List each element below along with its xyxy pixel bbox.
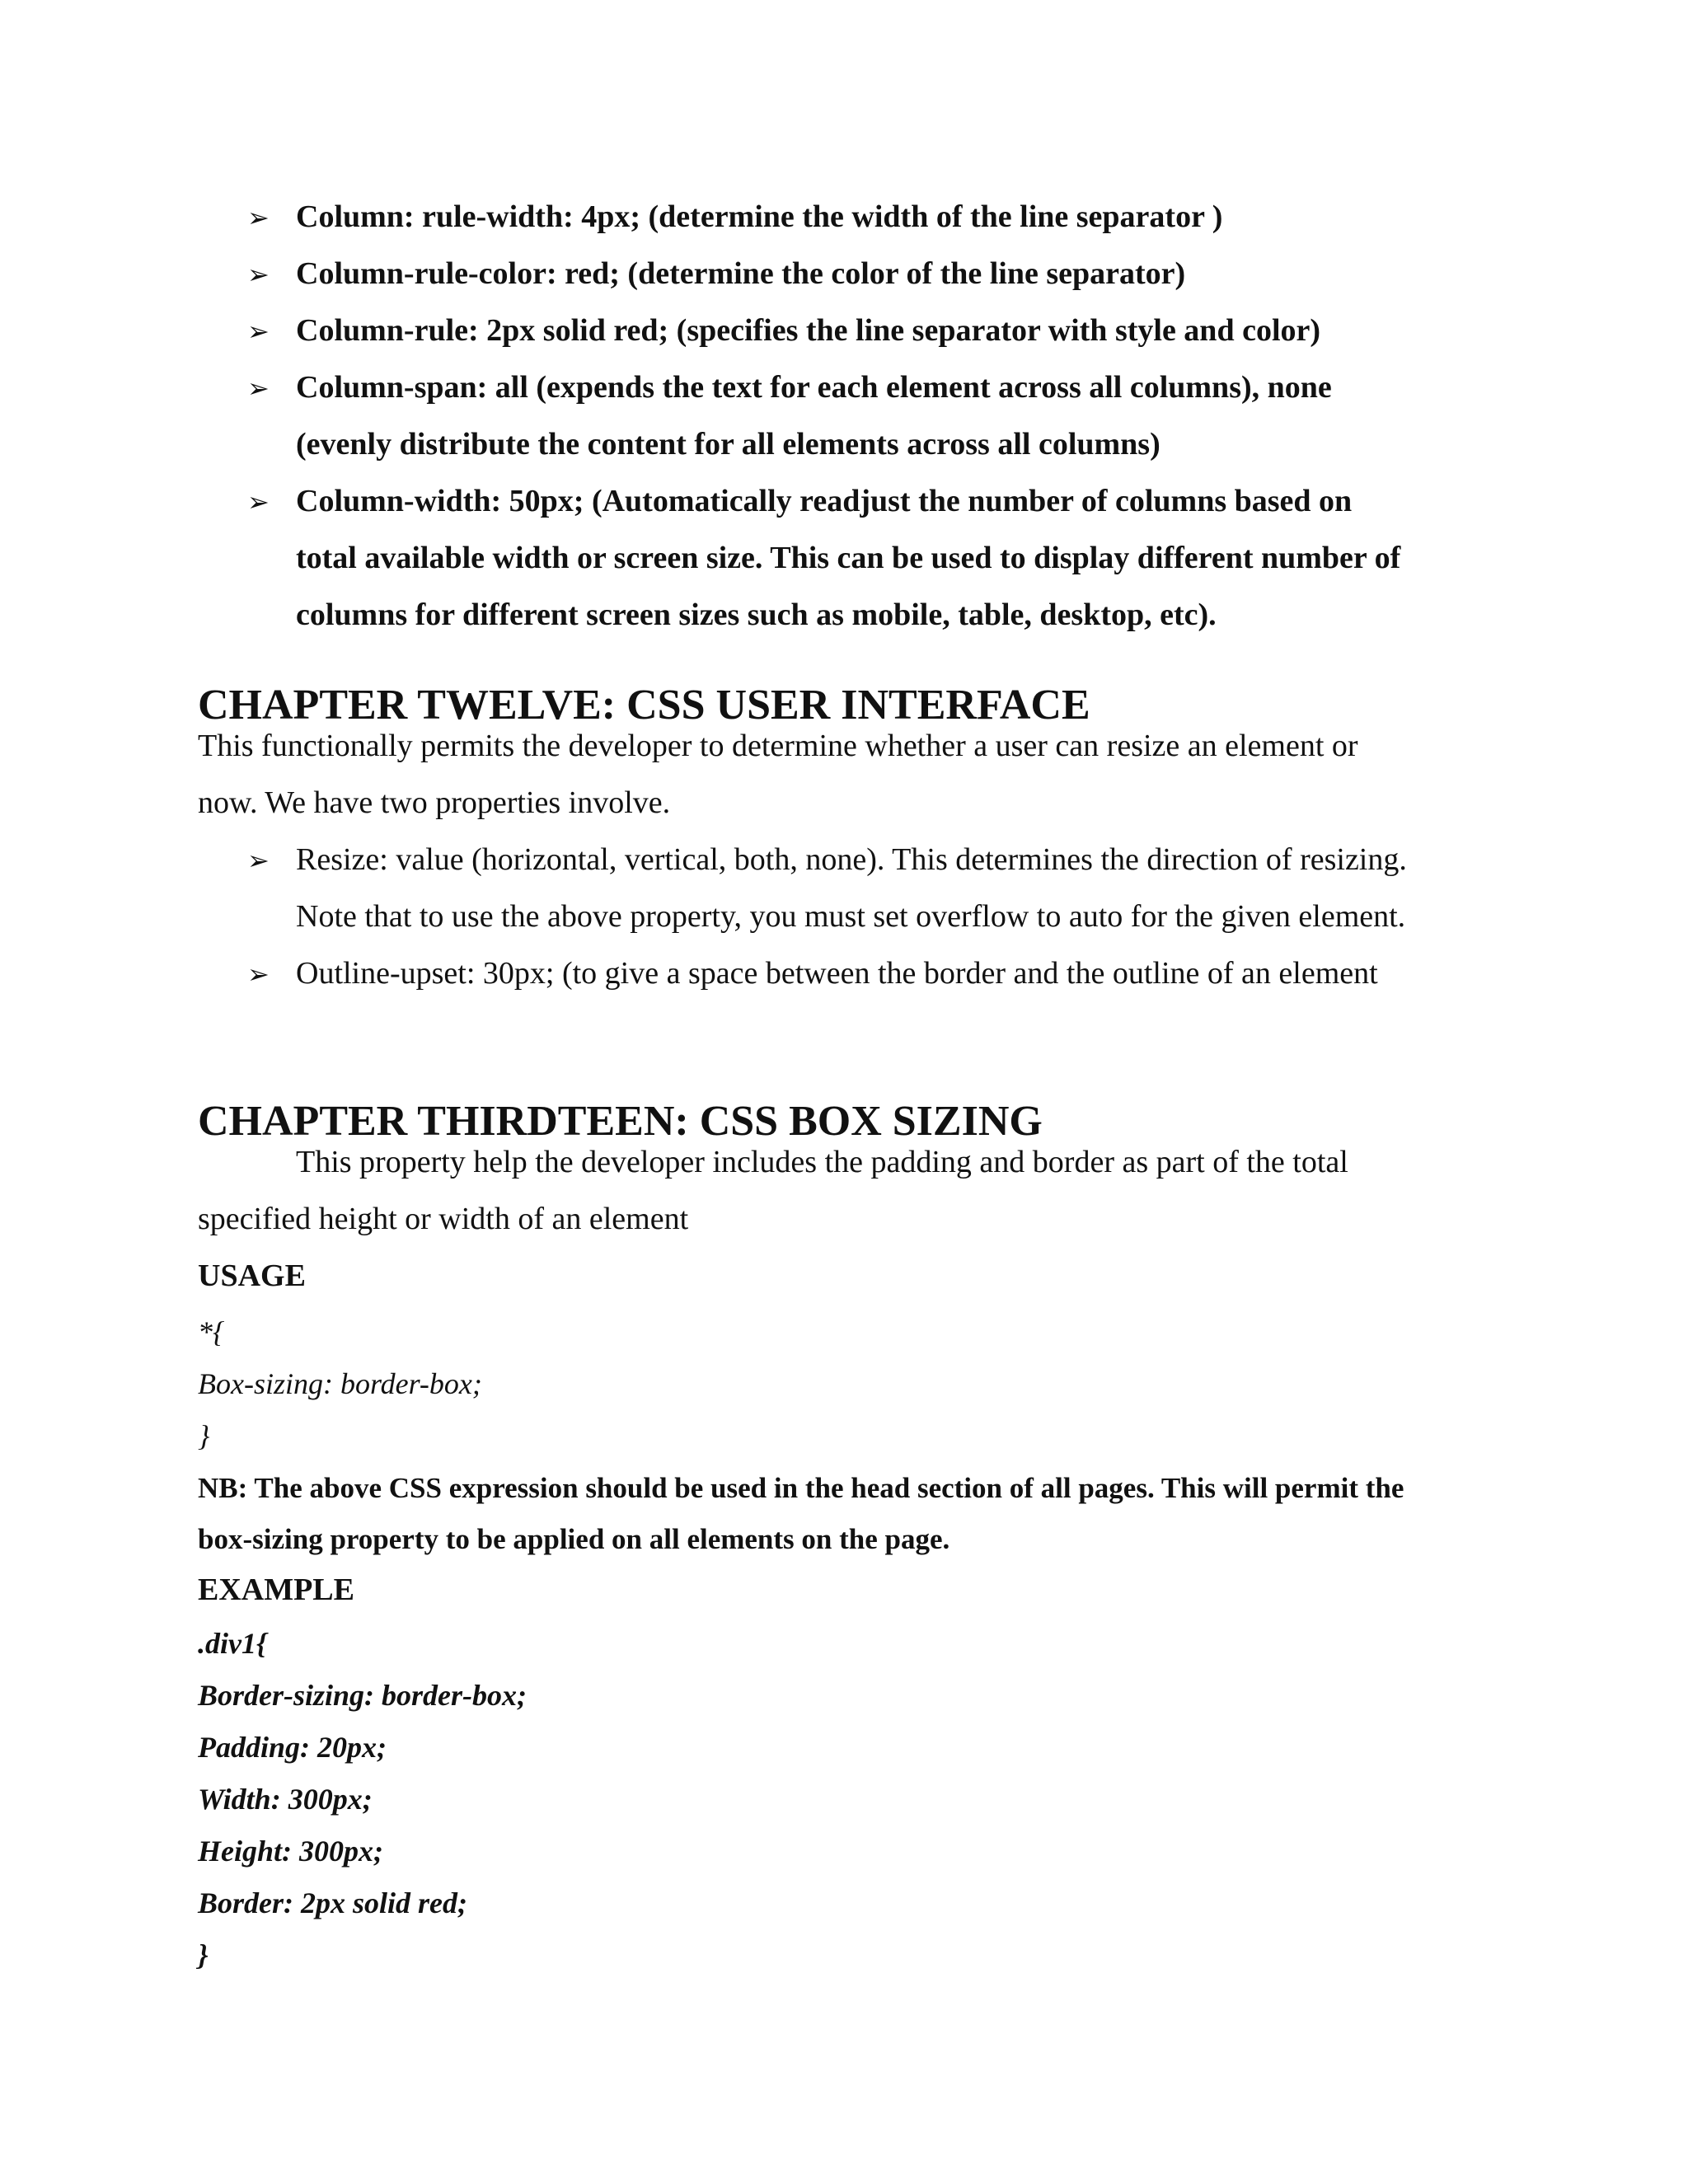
list-item: Column-rule: 2px solid red; (specifies the line separator with style and color) <box>296 313 1321 348</box>
list-item-continuation: Note that to use the above property, you must set overflow to auto for the given element. <box>296 899 1406 934</box>
chapter-thirteen-intro-line-2: specified height or width of an element <box>198 1202 689 1236</box>
list-item-continuation: columns for different screen sizes such as mobile, table, desktop, etc). <box>296 598 1217 632</box>
list-item: Column-width: 50px; (Automatically readjust the number of columns based on <box>296 484 1353 518</box>
list-item: Column-rule-color: red; (determine the color of the line separator) <box>296 256 1186 291</box>
code-line: Padding: 20px; <box>198 1731 387 1764</box>
nb-note-line-1: NB: The above CSS expression should be used in the head section of all pages. This will permit the <box>198 1472 1404 1504</box>
usage-label: USAGE <box>198 1258 306 1293</box>
code-line: Border: 2px solid red; <box>198 1886 467 1919</box>
bullet-arrow-icon: ➢ <box>247 202 270 233</box>
bullet-arrow-icon: ➢ <box>247 958 270 990</box>
code-line: } <box>198 1419 210 1452</box>
nb-note-line-2: box-sizing property to be applied on all elements on the page. <box>198 1523 950 1555</box>
list-item: Resize: value (horizontal, vertical, both, none). This determines the direction of resizing. <box>296 842 1407 877</box>
code-line: Box-sizing: border-box; <box>198 1367 482 1400</box>
code-line: *{ <box>198 1315 225 1348</box>
chapter-thirteen-heading: CHAPTER THIRDTEEN: CSS BOX SIZING <box>198 1097 1043 1145</box>
code-line: Border-sizing: border-box; <box>198 1679 528 1712</box>
chapter-thirteen-intro-line-1: This property help the developer includes the padding and border as part of the total <box>296 1145 1348 1179</box>
chapter-twelve-heading: CHAPTER TWELVE: CSS USER INTERFACE <box>198 681 1090 729</box>
list-item: Outline-upset: 30px; (to give a space between the border and the outline of an element <box>296 956 1378 991</box>
bullet-arrow-icon: ➢ <box>247 373 270 404</box>
bullet-arrow-icon: ➢ <box>247 259 270 290</box>
example-label: EXAMPLE <box>198 1572 354 1607</box>
code-line: Width: 300px; <box>198 1783 373 1816</box>
chapter-twelve-intro-line-1: This functionally permits the developer to determine whether a user can resize an element or <box>198 729 1358 763</box>
code-line: Height: 300px; <box>198 1835 383 1868</box>
list-item-continuation: (evenly distribute the content for all elements across all columns) <box>296 427 1160 462</box>
code-line: .div1{ <box>198 1627 267 1660</box>
code-line: } <box>198 1938 209 1971</box>
bullet-arrow-icon: ➢ <box>247 845 270 876</box>
bullet-arrow-icon: ➢ <box>247 316 270 347</box>
list-item: Column: rule-width: 4px; (determine the width of the line separator ) <box>296 199 1223 234</box>
list-item-continuation: total available width or screen size. This can be used to display different number of <box>296 541 1401 575</box>
chapter-twelve-intro-line-2: now. We have two properties involve. <box>198 785 671 820</box>
bullet-arrow-icon: ➢ <box>247 486 270 518</box>
list-item: Column-span: all (expends the text for each element across all columns), none <box>296 370 1332 405</box>
